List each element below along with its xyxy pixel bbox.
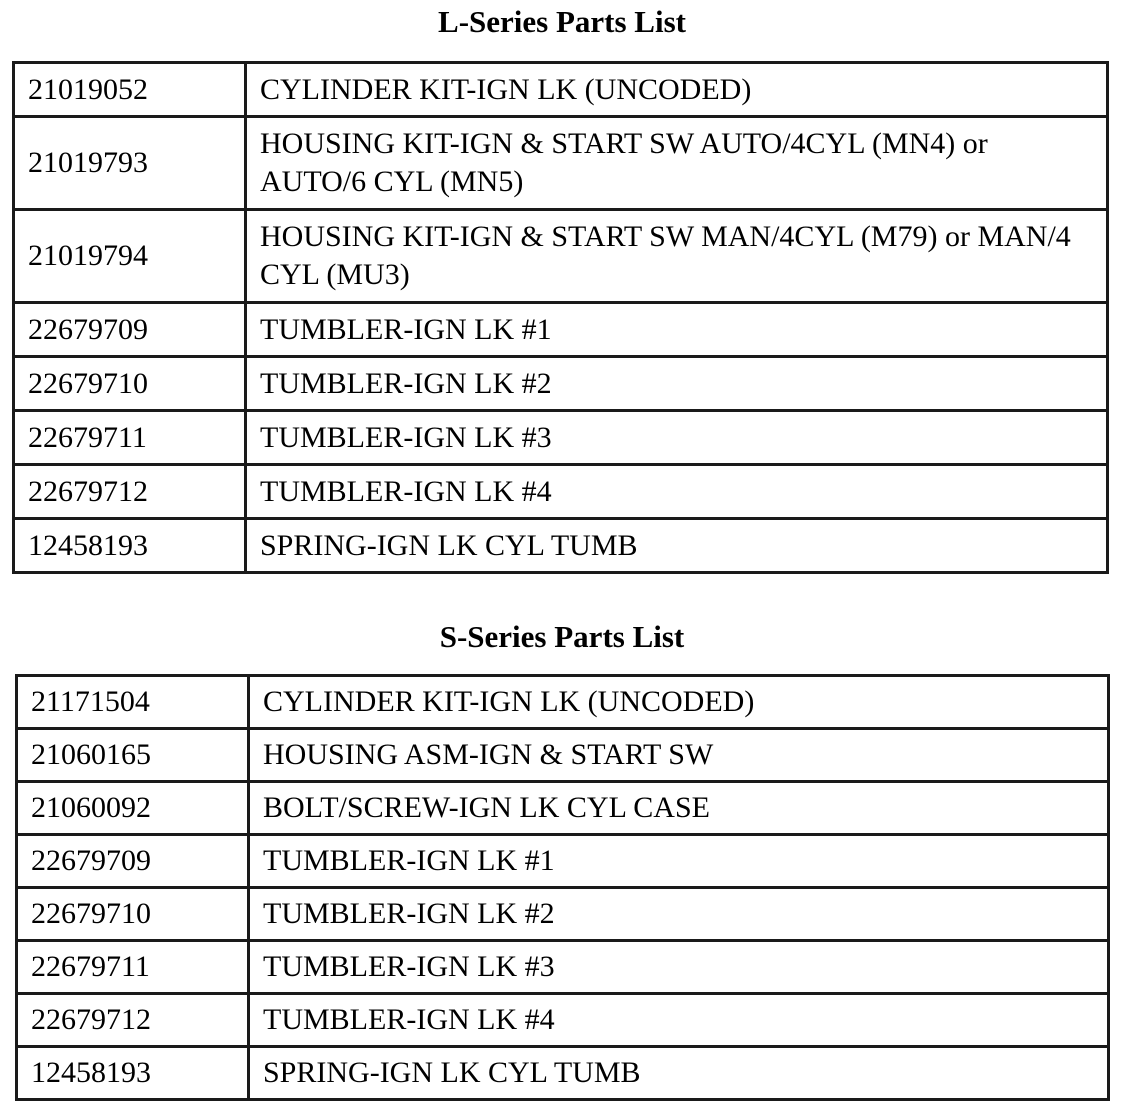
part-number: 22679712 (17, 994, 249, 1047)
part-number: 21171504 (17, 676, 249, 729)
part-description: TUMBLER-IGN LK #2 (246, 357, 1108, 411)
part-description: CYLINDER KIT-IGN LK (UNCODED) (246, 63, 1108, 117)
part-description: BOLT/SCREW-IGN LK CYL CASE (249, 782, 1109, 835)
l-series-title: L-Series Parts List (438, 4, 686, 39)
part-number: 12458193 (17, 1047, 249, 1100)
part-number: 21060165 (17, 729, 249, 782)
part-description: TUMBLER-IGN LK #2 (249, 888, 1109, 941)
table-row (14, 303, 1108, 357)
part-description: SPRING-IGN LK CYL TUMB (246, 519, 1108, 573)
part-number: 22679709 (14, 303, 246, 357)
part-description: SPRING-IGN LK CYL TUMB (249, 1047, 1109, 1100)
table-row (14, 117, 1108, 210)
part-number: 21019794 (14, 210, 246, 303)
part-description: CYLINDER KIT-IGN LK (UNCODED) (249, 676, 1109, 729)
part-description: HOUSING KIT-IGN & START SW MAN/4CYL (M79) or MAN/4 CYL (MU3) (246, 210, 1108, 303)
part-number: 21060092 (17, 782, 249, 835)
table-row (14, 411, 1108, 465)
table-row (17, 1047, 1109, 1100)
table-row (14, 210, 1108, 303)
part-number: 21019052 (14, 63, 246, 117)
table-row (17, 994, 1109, 1047)
l-series-parts-table (12, 61, 1109, 574)
s-series-title: S-Series Parts List (439, 619, 685, 654)
part-number: 22679710 (17, 888, 249, 941)
part-description: TUMBLER-IGN LK #3 (249, 941, 1109, 994)
part-number: 12458193 (14, 519, 246, 573)
part-description: TUMBLER-IGN LK #4 (249, 994, 1109, 1047)
table-row (17, 941, 1109, 994)
part-number: 22679712 (14, 465, 246, 519)
table-row (14, 465, 1108, 519)
part-number: 22679710 (14, 357, 246, 411)
part-description: TUMBLER-IGN LK #4 (246, 465, 1108, 519)
part-number: 22679709 (17, 835, 249, 888)
s-series-parts-table (15, 674, 1110, 1101)
table-row (17, 782, 1109, 835)
part-description: HOUSING KIT-IGN & START SW AUTO/4CYL (MN4) or AUTO/6 CYL (MN5) (246, 117, 1108, 210)
table-row (17, 729, 1109, 782)
part-description: TUMBLER-IGN LK #1 (249, 835, 1109, 888)
table-row (17, 676, 1109, 729)
table-row (17, 888, 1109, 941)
part-number: 21019793 (14, 117, 246, 210)
part-number: 22679711 (14, 411, 246, 465)
table-row (14, 519, 1108, 573)
part-description: HOUSING ASM-IGN & START SW (249, 729, 1109, 782)
part-description: TUMBLER-IGN LK #3 (246, 411, 1108, 465)
table-row (14, 63, 1108, 117)
part-number: 22679711 (17, 941, 249, 994)
part-description: TUMBLER-IGN LK #1 (246, 303, 1108, 357)
table-row (14, 357, 1108, 411)
table-row (17, 835, 1109, 888)
